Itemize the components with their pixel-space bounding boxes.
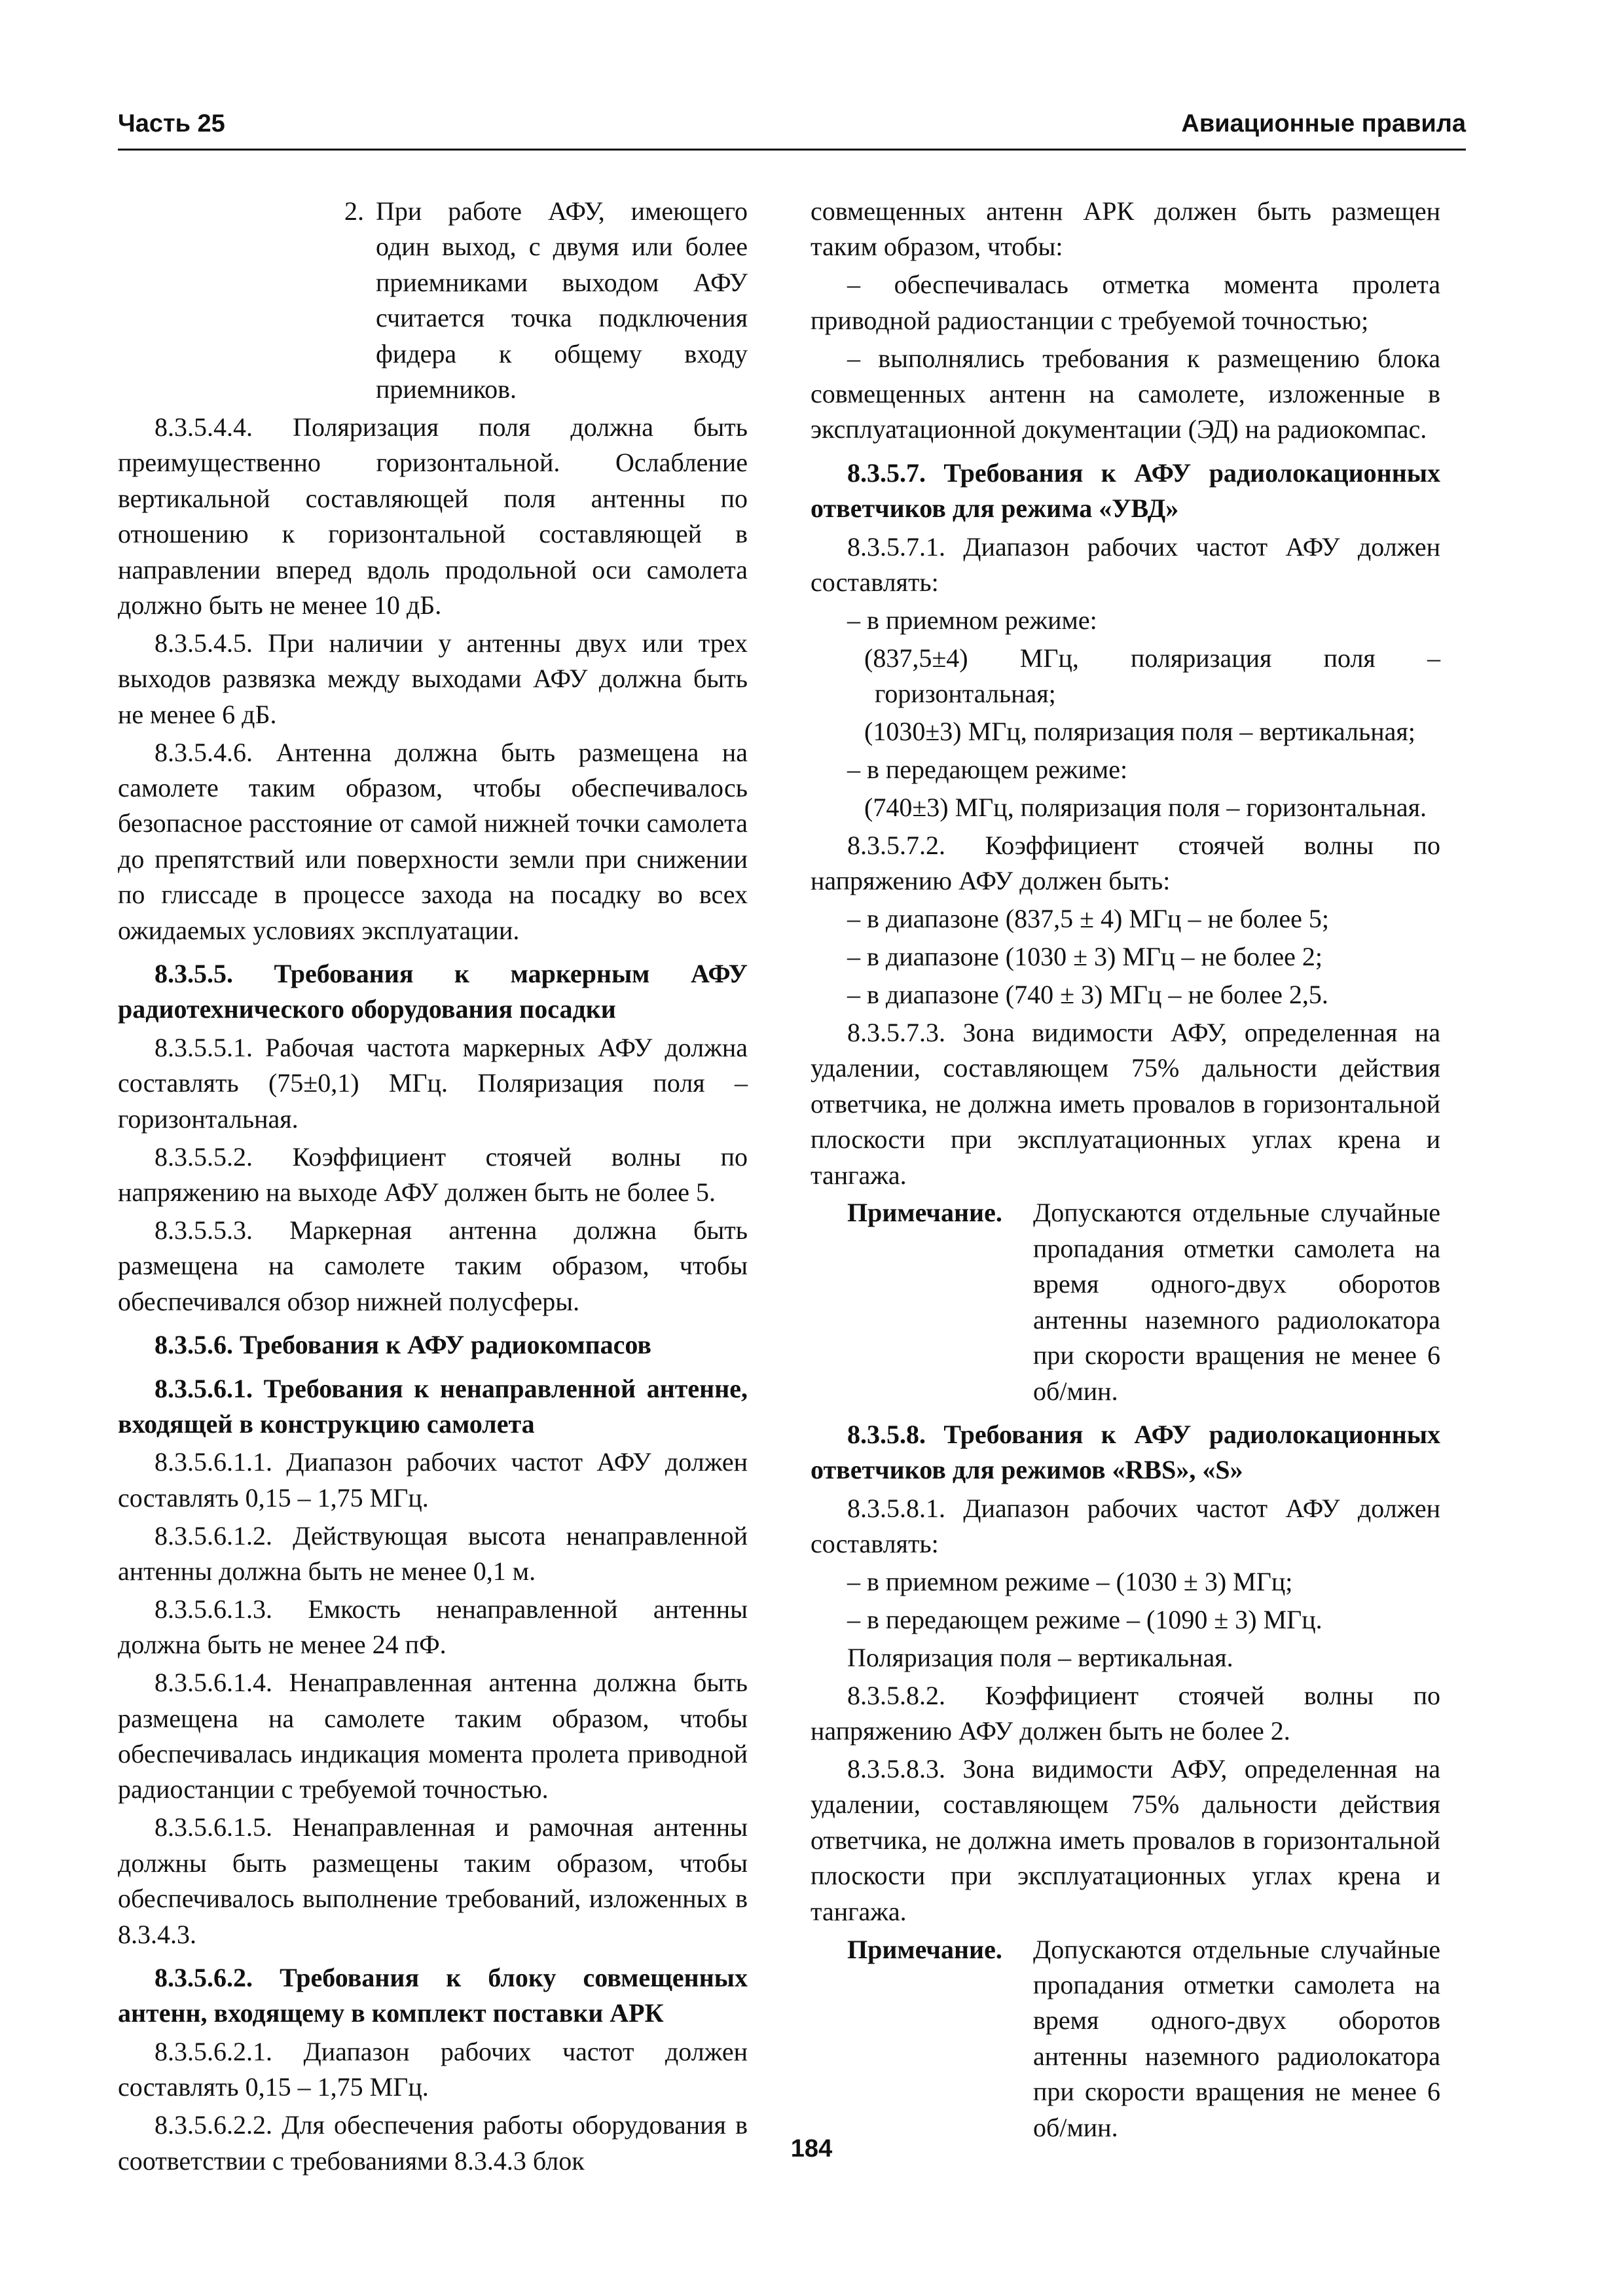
header-part: Часть 25 <box>118 110 225 137</box>
right-column <box>811 194 1440 2149</box>
dash-item: – в передающем режиме – (1090 ± 3) МГц. <box>847 1604 1322 1634</box>
list-item <box>344 194 748 407</box>
paragraph: 8.3.5.7.1. Диапазон рабочих частот АФУ должен составлять: <box>811 531 1440 598</box>
list-item-text: При работе АФУ, имеющего один выход, с двумя или более приемниками выходом АФУ считается точка подключения фидера к общему входу приемников. <box>376 196 748 404</box>
section-heading: 8.3.5.8. Требования к АФУ радиолокационных ответчиков для режимов «RBS», «S» <box>811 1419 1440 1485</box>
section-heading: 8.3.5.6.1. Требования к ненаправленной антенне, входящей в конструкцию самолета <box>118 1373 748 1439</box>
paragraph: 8.3.5.6.1.4. Ненаправленная антенна должна быть размещена на самолете таким образом, чтобы обеспечивалась индикация момента пролета приводной радиостанции с требуемой точностью. <box>118 1668 748 1804</box>
section-heading: 8.3.5.6. Требования к АФУ радиокомпасов <box>155 1330 651 1360</box>
paragraph: 8.3.5.5.3. Маркерная антенна должна быть размещена на самолете таким образом, чтобы обеспечивался обзор нижней полусферы. <box>118 1215 748 1316</box>
paragraph: 8.3.5.7.3. Зона видимости АФУ, определенная на удалении, составляющем 75% дальности действия ответчика, не должна иметь провалов в горизонтальной плоскости при эксплуатационных углах крена и тангажа. <box>811 1017 1440 1190</box>
dash-item: – в диапазоне (740 ± 3) МГц – не более 2,5. <box>847 980 1328 1010</box>
paragraph: 8.3.5.8.1. Диапазон рабочих частот АФУ должен составлять: <box>811 1493 1440 1559</box>
list-item-number: 2. <box>344 196 364 226</box>
paragraph: 8.3.5.6.2.2. Для обеспечения работы оборудования в соответствии с требованиями 8.3.4.3 блок <box>118 2110 748 2176</box>
paragraph: 8.3.5.5.2. Коэффициент стоячей волны по напряжению на выходе АФУ должен быть не более 5. <box>118 1141 748 1207</box>
dash-item: – в приемном режиме – (1030 ± 3) МГц; <box>847 1567 1293 1597</box>
paragraph: 8.3.5.6.1.1. Диапазон рабочих частот АФУ должен составлять 0,15 – 1,75 МГц. <box>118 1447 748 1513</box>
dash-item: – выполнялись требования к размещению блока совмещенных антенн на самолете, изложенные в эксплуатационной документации (ЭД) на радиокомпас. <box>811 343 1440 444</box>
paragraph: 8.3.5.5.1. Рабочая частота маркерных АФУ должна составлять (75±0,1) МГц. Поляризация поля – горизонтальная. <box>118 1032 748 1134</box>
note-text: Допускаются отдельные случайные пропадания отметки самолета на время одного-двух оборотов антенны наземного радиолокатора при скорости вращения не менее 6 об/мин. <box>1033 1934 1440 2142</box>
note <box>847 1932 1440 2145</box>
indented-item: (740±3) МГц, поляризация поля – горизонтальная. <box>864 793 1427 822</box>
paragraph: 8.3.5.6.1.2. Действующая высота ненаправленной антенны должна быть не менее 0,1 м. <box>118 1520 748 1587</box>
paragraph: Поляризация поля – вертикальная. <box>847 1642 1233 1672</box>
section-heading: 8.3.5.5. Требования к маркерным АФУ радиотехнического оборудования посадки <box>118 959 748 1024</box>
paragraph: 8.3.5.7.2. Коэффициент стоячей волны по напряжению АФУ должен быть: <box>811 830 1440 896</box>
header-rule <box>118 149 1466 151</box>
section-heading: 8.3.5.7. Требования к АФУ радиолокационных ответчиков для режима «УВД» <box>811 457 1440 524</box>
page-number: 184 <box>790 2135 833 2162</box>
note-label: Примечание. <box>847 1934 1002 1964</box>
note-text: Допускаются отдельные случайные пропадания отметки самолета на время одного-двух оборотов антенны наземного радиолокатора при скорости вращения не менее 6 об/мин. <box>1033 1198 1440 1406</box>
dash-item: – в диапазоне (837,5 ± 4) МГц – не более 5; <box>847 904 1330 934</box>
paragraph: 8.3.5.8.3. Зона видимости АФУ, определенная на удалении, составляющем 75% дальности действия ответчика, не должна иметь провалов в горизонтальной плоскости при эксплуатационных углах крена и тангажа. <box>811 1754 1440 1926</box>
dash-item: – в диапазоне (1030 ± 3) МГц – не более 2; <box>847 942 1323 972</box>
header-title: Авиационные правила <box>1181 110 1466 137</box>
paragraph: 8.3.5.4.4. Поляризация поля должна быть преимущественно горизонтальной. Ослабление вертикальной составляющей поля антенны по отношению к горизонтальной составляющей в направлении вперед вдоль продольной оси самолета должно быть не менее 10 дБ. <box>118 412 748 620</box>
paragraph: 8.3.5.6.2.1. Диапазон рабочих частот должен составлять 0,15 – 1,75 МГц. <box>118 2036 748 2102</box>
indented-item: (837,5±4) МГц, поляризация поля – горизонтальная; <box>864 643 1440 709</box>
section-heading: 8.3.5.6.2. Требования к блоку совмещенных антенн, входящему в комплект поставки АРК <box>118 1963 748 2028</box>
left-column <box>118 194 748 2181</box>
note-label: Примечание. <box>847 1198 1002 1228</box>
paragraph: 8.3.5.6.1.5. Ненаправленная и рамочная антенны должны быть размещены таким образом, чтобы обеспечивалось выполнение требований, изложенных в 8.3.4.3. <box>118 1812 748 1949</box>
dash-item: – в приемном режиме: <box>847 605 1097 635</box>
indented-item: (1030±3) МГц, поляризация поля – вертикальная; <box>864 717 1415 747</box>
paragraph: 8.3.5.4.5. При наличии у антенны двух или трех выходов развязка между выходами АФУ должна быть не менее 6 дБ. <box>118 628 748 729</box>
dash-item: – обеспечивалась отметка момента пролета приводной радиостанции с требуемой точностью; <box>811 270 1440 335</box>
paragraph: 8.3.5.6.1.3. Емкость ненаправленной антенны должна быть не менее 24 пФ. <box>118 1594 748 1660</box>
dash-item: – в передающем режиме: <box>847 755 1128 785</box>
paragraph: совмещенных антенн АРК должен быть размещен таким образом, чтобы: <box>811 196 1440 262</box>
paragraph: 8.3.5.4.6. Антенна должна быть размещена на самолете таким образом, чтобы обеспечивалось безопасное расстояние от самой нижней точки самолета до препятствий или поверхности земли при снижении по глиссаде в процессе захода на посадку во всех ожидаемых условиях эксплуатации. <box>118 737 748 945</box>
paragraph: 8.3.5.8.2. Коэффициент стоячей волны по напряжению АФУ должен быть не более 2. <box>811 1680 1440 1746</box>
note <box>847 1195 1440 1408</box>
